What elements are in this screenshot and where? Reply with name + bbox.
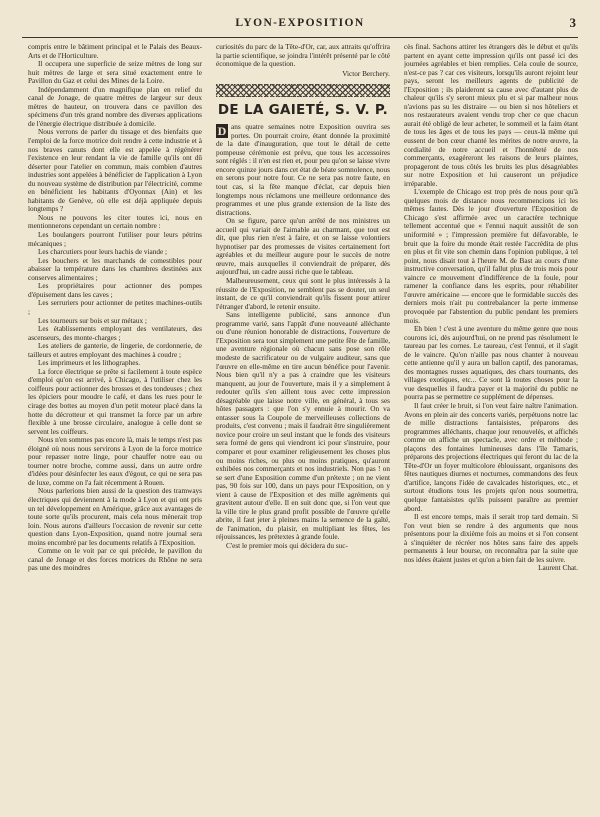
ornament-divider xyxy=(216,84,390,97)
paragraph-text: ans quatre semaines notre Exposition ouvrira ses portes. On pourrait croire, étant donnée la proximité de la date d'inauguration, que tout le détail de cette pompeuse cérémonie est prévu, que tous les accessoires sont réglés : il n'en est rien et, pour peu qu'on se laisse vivre encore quinze jours dans cet état de béate somnolence, nous en serons pour notre four. Ce ne sera pas notre faute, en tout cas, si la fête manque d'éclat, car depuis bien longtemps nous réclamons une meilleure ordonnance des programmes et une plus grande extension de la liste des distractions. xyxy=(216,123,390,217)
paragraph: Les bouchers et les marchands de comestibles pour abaisser la température dans les chambres destinées aux conserves alimentaires ; xyxy=(28,256,202,282)
paragraph: Nous verrons de parler du tissage et des bienfaits que l'emploi de la force motrice doit rendre à cette industrie et à nos braves canuts dont elle est appelée à régénérer l'existence en leur rendant la vie de famille qu'ils ont dû déserter pour l'atelier en commun, mais combien d'autres industries sont appelées à bénéficier de l'application à Lyon du nouveau système de distribution par l'électricité, comme en bénéficient les habitants d'Oyonnax (Ain) et les habitants de Genève, où elle est déjà appliquée depuis longtemps ? xyxy=(28,128,202,214)
paragraph: cès final. Sachons attirer les étrangers dès le début et qu'ils partent en ayant cette impression qu'ils ont passé ici des journées agréables et bien remplies. Cela coule de source, n'est-ce pas ? car ces visiteurs, lorsqu'ils auront rejoint leur pays, seront les meilleurs agents de publicité de l'Exposition ; ils plaideront sa cause avec d'autant plus de chaleur qu'ils s'y seront mieux plu et si par malheur nous n'avions pas su les distraire — ou bien si nos hôteliers et nos restaurateurs avaient vendu trop cher ce que chacun aurait été obligé de leur acheter, le sommeil et la faim étant de tous les âges et de tous les pays — ceux-là même qui eussent de bon cœur chanté les mérites de notre œuvre, la cordialité de notre accueil et l'honnêteté de nos commerçants, exagéreront les raisons de leurs plaintes, propageront de tous côtés les bruits les plus désagréables sur notre Exposition et lui causeront un préjudice irréparable. xyxy=(404,43,578,188)
paragraph: curiosités du parc de la Tête-d'Or, car, aux attraits qu'offrira la partie scientifique, se joindra l'intérêt présenté par le côté économique de la question. xyxy=(216,43,390,69)
paragraph: Les propriétaires pour actionner des pompes d'épuisement dans les caves ; xyxy=(28,282,202,299)
paragraph: Les serruriers pour actionner de petites machines-outils ; xyxy=(28,299,202,316)
author-signature: Laurent Chat. xyxy=(538,564,578,573)
paragraph: Il occupera une superficie de seize mètres de long sur huit mètres de large et sera situé exactement entre le Pavillon du Gaz et celui des Mines de la Loire. xyxy=(28,60,202,86)
paragraph: Les ateliers de ganterie, de lingerie, de cordonnerie, de tailleurs et autres employant des machines à coudre ; xyxy=(28,342,202,359)
paragraph-text: Il est encore temps, mais il serait trop tard demain. Si l'on veut bien se rendre à des arguments que nous présentons pour la dixième fois au moins et si l'on consent à s'inquiéter de récréer nos hôtes sans faire des appels permanents à leur bourse, on reconnaîtra par la suite que nos idées étaient justes et qu'on a bien fait de les suivre. xyxy=(404,513,578,564)
column-middle xyxy=(216,43,390,809)
column-left xyxy=(28,43,202,809)
page-header xyxy=(22,15,578,38)
paragraph: Les tourneurs sur bois et sur métaux ; xyxy=(38,316,147,325)
paragraph: Indépendamment d'un magnifique plan en relief du canal de Jonage, de quatre mètres de largeur sur deux mètres de hauteur, on trouvera dans ce pavillon des spécimens d'un très grand nombre des diverses applications de l'énergie électrique distribuée à domicile. xyxy=(28,85,202,128)
paragraph: Eh bien ! c'est à une aventure du même genre que nous courons ici, dès aujourd'hui, on ne prend pas résolument le taureau par les cornes. Le taureau, c'est l'ennui, et il s'agit de le vaincre. Qu'on n'aille pas nous chanter à nouveau cette antienne qu'il y aura un ballon captif, des panoramas, des montagnes russes aquatiques, des chars tournants, des villages exotiques, etc... Ce sont là toutes choses pour la vue desquelles il faudra payer et la majorité du public ne pourra pas se permettre ce supplément de dépenses. xyxy=(404,325,578,402)
paragraph: Les établissements employant des ventilateurs, des ascenseurs, des monte-charges ; xyxy=(28,325,202,342)
paragraph: Il faut créer le bruit, si l'on veut faire naître l'animation. Avons en plein air des concerts variés, perpétuons notre lac de mille distractions fantaisistes, préparons des programmes alléchants, chaque jour renouvelés, et affichés comme on affiche un spectacle, avec ordre et méthode ; plaçons des fontaines lumineuses dans l'île Tamaris, préparons des projections électriques qui feront du lac de la Tête-d'Or un foyer multicolore éblouissant, organisons des fêtes nautiques diurnes et nocturnes, commandons des feux d'artifice, lançons l'idée de cavalcades historiques, etc., et surtout étudions tous les projets qu'on nous soumettra, quelque fantaisistes qu'ils puissent paraître au premier abord. xyxy=(404,401,578,513)
paragraph: Les imprimeurs et les lithographes. xyxy=(38,359,141,368)
article-title: DE LA GAIETÉ, S. V. P. xyxy=(217,102,389,119)
author-signature: Victor Berchery. xyxy=(342,69,390,78)
paragraph: Les boulangers pourront l'utiliser pour leurs pétrins mécaniques ; xyxy=(28,231,202,248)
page-number: 3 xyxy=(569,15,576,30)
paragraph: Sans intelligente publicité, sans annonce d'un programme varié, sans l'appât d'une nouveauté alléchante ou d'une réunion honorable de distractions, l'ouverture de l'Exposition sera tout simplement une petite fête de famille, une aventure régionale où chacun sans pose son rôle modeste de sacrificateur ou de vulgaire auditeur, sans que l'œuvre en elle-même en tire aucun bénéfice pour l'avenir. Nous bien qu'il n'y a pas à craindre que les visiteurs manquent, au jour de l'ouverture, mais il y a simplement à redouter qu'ils s'en aillent tous avec cette impression désagréable que laisse notre ville, en général, à tous ses hôtes passagers : que l'on s'y ennuie à mourir. On va entasser sous la Coupole de merveilleuses collections de produits, c'est convenu ; mais il faudrait être singulièrement novice pour croire un seul instant que le fonds des visiteurs sera formé de gens qui viendront ici pour s'instruire, pour comparer et pour examiner religieusement les choses plus ou moins riches, ou plus ou moins pratiques, qu'auront exhibées nos commerçants et nos industriels. Non pas ! on se sert d'une Exposition comme d'un prétexte ; on ne vient pas, 90 fois sur 100, dans un pays pour l'Exposition, on y vient à cause de l'Exposition et des mille agréments qui gravitent autour d'elle. Il en suit donc que, si l'on veut que la ville tire le plus grand profit possible de l'œuvre qu'elle abrite, il faut jeter à pleines mains la semence de la gaîté, de l'animation, du plaisir, en multipliant les fêtes, les réjouissances, les prétextes à grande foule. xyxy=(216,311,390,542)
paragraph: compris entre le bâtiment principal et le Palais des Beaux-Arts et de l'Horticulture. xyxy=(28,43,202,60)
page-title: LYON-EXPOSITION xyxy=(235,17,365,29)
paragraph: Nous parlerions bien aussi de la question des tramways électriques qui deviennent à la mode à Lyon et qui ont pris un tel développement en Amérique, grâce aux avantages de toute sorte qu'ils procurent, mais cela nous mènerait trop loin. Nous aurons d'ailleurs l'occasion de revenir sur cette question dans Lyon-Exposition, quand notre journal sera moins encombré par les documents relatifs à l'Exposition. xyxy=(28,487,202,547)
paragraph: Malheureusement, ceux qui sont le plus intéressés à la réussite de l'Exposition, ne semblent pas se douter, un seul instant, de ce qu'il conviendrait qu'ils fissent pour attirer l'étranger d'abord, le retenir ensuite. xyxy=(216,277,390,311)
article-first-paragraph xyxy=(216,123,390,217)
dropcap-letter: D xyxy=(217,124,227,139)
paragraph: Nous ne pouvons les citer toutes ici, nous en mentionnerons cependant un certain nombre : xyxy=(28,213,202,231)
column-right xyxy=(404,43,578,809)
paragraph: C'est le premier mois qui décidera du suc- xyxy=(226,541,348,550)
paragraph: La force électrique se prête si facilement à toute espèce d'emploi qu'on est arrivé, à Chicago, à l'utiliser chez les coiffeurs pour actionner des brosses et des tondeuses ; chez les épiciers pour moudre le café, et dans les rues pour le cirage des bottes au moyen d'un petit moteur placé dans la hotte du décrotteur et qui transmet la force par un arbre flexible à une brosse circulaire, analogue à celle dont se servent les coiffeurs. xyxy=(28,367,202,436)
paragraph: Nous n'en sommes pas encore là, mais le temps n'est pas éloigné où nous nous servirons à Lyon de la force motrice pour repasser notre linge, pour chauffer notre eau ou tourner notre broche, comme aussi, dans un autre ordre d'idées pour désinfecter les eaux d'égout, ce qui ne sera pas de luxe, comme on l'a fait récemment à Rouen. xyxy=(28,436,202,487)
paragraph: Comme on le voit par ce qui précède, le pavillon du canal de Jonage et des forces motrices du Rhône ne sera pas une des moindres xyxy=(28,547,202,573)
paragraph: L'exemple de Chicago est trop près de nous pour qu'à quelques mois de distance nous recommencions ici les mêmes fautes. Dès le jour d'ouverture l'Exposition de Chicago s'est affirmée avec un caractère technique tellement accentué que « l'ennui naquit aussitôt de son uniformité » ; l'impression première fut défavorable, le bruit que la foire du monde était restée l'accrédita de plus en plus et fit vite son chemin dans l'opinion publique, à tel point, nous disait tout à l'heure M. de Bast au cours d'une instructive conversation, qu'il fallut plus de trois mois pour vaincre ce mouvement d'indifférence de la foule, pour ramener la confiance dans les esprits, pour réhabiliter l'œuvre américaine — encore que le formidable succès des derniers mois n'ait pu contrebalancer la perte immense provoquée par l'abstention du public pendant les premiers mois. xyxy=(404,188,578,325)
paragraph: On se figure, parce qu'un arrêté de nos ministres un accueil qui variait de l'aimable au charmant, que tout est dit, que plus rien n'est à faire, et on se laisse volontiers hypnotiser par des promesses de visites certainement fort agréables et du meilleur augure pour le succès de notre œuvre, mais auxquelles il conviendrait de préparer, dès aujourd'hui, un cadre aussi riche que le tableau. xyxy=(216,217,390,277)
paragraph: Les charcutiers pour leurs hachis de viande ; xyxy=(38,248,168,257)
last-paragraph xyxy=(404,513,578,573)
